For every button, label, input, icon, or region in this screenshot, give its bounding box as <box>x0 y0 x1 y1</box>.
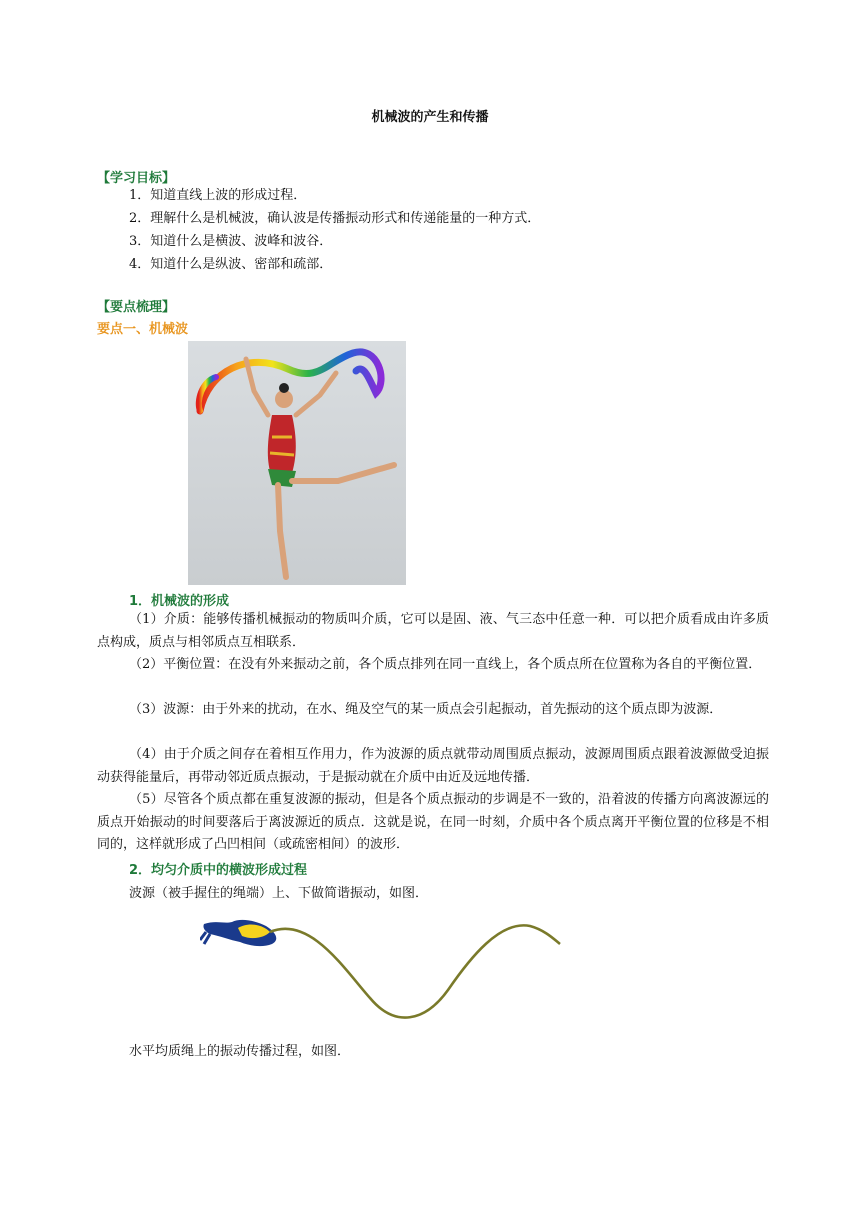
paragraph-waveform: （5）尽管各个质点都在重复波源的振动，但是各个质点振动的步调是不一致的，沿着波的传播方向离波源远的质点开始振动的时间要落后于离波源近的质点．这就是说，在同一时刻，介质中各个质点离开平衡位置的位移是不相同的，这样就形成了凸凹相间（或疏密相间）的波形． <box>97 792 769 852</box>
point-one-heading: 要点一、机械波 <box>97 322 189 337</box>
page-title: 机械波的产生和传播 <box>371 110 489 125</box>
key-points-heading: 【要点梳理】 <box>97 300 176 315</box>
hand-icon <box>200 920 276 946</box>
goal-item: 4．知道什么是纵波、密部和疏部． <box>129 257 333 272</box>
paragraph-equilibrium: （2）平衡位置：在没有外来振动之前，各个质点排列在同一直线上，各个质点所在位置称为各自的平衡位置． <box>129 657 762 672</box>
goal-item: 1．知道直线上波的形成过程． <box>129 188 307 203</box>
goal-item: 3．知道什么是横波、波峰和波谷． <box>129 234 333 249</box>
text-line: 波源（被手握住的绳端）上、下做简谐振动，如图． <box>129 886 429 901</box>
subsection-transverse-heading: 2．均匀介质中的横波形成过程 <box>129 863 308 878</box>
text-line: 水平均质绳上的振动传播过程，如图． <box>129 1044 351 1059</box>
paragraph-source: （3）波源：由于外来的扰动，在水、绳及空气的某一质点会引起振动，首先振动的这个质点即为波源． <box>129 702 723 717</box>
learning-goals-heading: 【学习目标】 <box>97 171 176 186</box>
rope-wave-figure <box>200 910 570 1030</box>
subsection-formation-heading: 1．机械波的形成 <box>129 594 230 609</box>
gymnast-ribbon-photo <box>188 341 406 585</box>
paragraph-medium: （1）介质：能够传播机械振动的物质叫介质，它可以是固、液、气三态中任意一种．可以把介质看成由许多质点构成，质点与相邻质点互相联系． <box>97 612 769 650</box>
goal-item: 2．理解什么是机械波，确认波是传播振动形式和传递能量的一种方式． <box>129 211 541 226</box>
paragraph-propagation: （4）由于介质之间存在着相互作用力，作为波源的质点就带动周围质点振动，波源周围质点跟着波源做受迫振动获得能量后，再带动邻近质点振动，于是振动就在介质中由近及远地传播． <box>97 747 769 785</box>
